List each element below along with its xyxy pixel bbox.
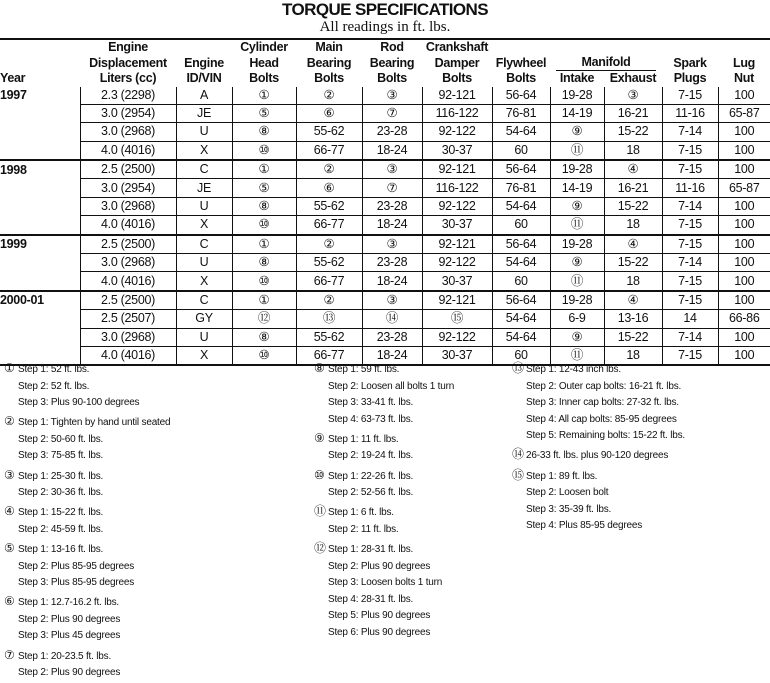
cell-flywheel: 54-64 [492,254,550,272]
cell-crankshaft-damper: ⑮ [422,310,492,328]
cell-engine-id: C [176,160,232,179]
notes-column-1 [4,360,170,683]
header-engine-id: Engine ID/VIN [184,55,224,85]
cell-cylinder-head: ① [232,291,296,310]
note-step: Step 2: 45-59 ft. lbs. [18,523,104,535]
cell-intake-manifold: ⑨ [550,254,604,272]
note-marker: ⑪ [314,504,326,519]
note-step: Step 1: 6 ft. lbs. [328,507,394,519]
notes-column-2 [314,360,454,643]
note-step: Step 1: 11 ft. lbs. [328,433,399,445]
cell-lug-nut: 100 [718,141,770,160]
table-header [0,40,770,87]
cell-spark-plugs: 7-15 [662,272,718,291]
cell-rod-bearing: 23-28 [362,254,422,272]
note-step: Step 1: 28-31 ft. lbs. [328,543,414,555]
note-step: Step 1: 20-23.5 ft. lbs. [18,650,112,662]
note-group [314,360,454,428]
cell-rod-bearing: ③ [362,87,422,105]
cell-flywheel: 60 [492,346,550,365]
cell-engine-id: JE [176,104,232,122]
cell-cylinder-head: ① [232,160,296,179]
cell-crankshaft-damper: 92-122 [422,197,492,215]
note-marker: ⑤ [4,540,15,555]
cell-main-bearing: 55-62 [296,197,362,215]
header-displacement: Engine Displacement Liters (cc) [89,40,167,85]
notes-column-3 [512,360,685,536]
table-body [0,87,770,366]
table-row [0,310,770,328]
cell-flywheel: 60 [492,272,550,291]
cell-main-bearing: ② [296,87,362,105]
cell-flywheel: 56-64 [492,87,550,105]
note-step: Step 1: 13-16 ft. lbs. [18,543,104,555]
note-group [4,540,170,592]
cell-main-bearing: ⑥ [296,179,362,197]
cell-year: 1997 [0,87,27,102]
cell-rod-bearing: 23-28 [362,123,422,141]
cell-flywheel: 76-81 [492,104,550,122]
cell-displacement: 3.0 (2954) [80,104,176,122]
cell-year [0,272,80,291]
note-step: Step 2: Plus 90 degrees [18,667,121,679]
cell-intake-manifold: ⑪ [550,216,604,235]
note-step: Step 2: Outer cap bolts: 16-21 ft. lbs. [526,380,682,392]
cell-exhaust-manifold: 16-21 [604,104,662,122]
cell-crankshaft-damper: 92-122 [422,328,492,346]
cell-main-bearing: 66-77 [296,346,362,365]
cell-spark-plugs: 7-15 [662,216,718,235]
cell-spark-plugs: 11-16 [662,104,718,122]
header-lug-nut: Lug Nut [732,55,755,85]
note-marker: ② [4,414,15,429]
cell-main-bearing: 55-62 [296,328,362,346]
table-row [0,104,770,122]
cell-year: 1998 [0,160,80,179]
cell-year [0,328,80,346]
cell-rod-bearing: 23-28 [362,197,422,215]
cell-flywheel: 54-64 [492,123,550,141]
cell-year [0,179,80,197]
cell-exhaust-manifold: 16-21 [604,179,662,197]
cell-cylinder-head: ⑫ [232,310,296,328]
table-row [0,197,770,215]
cell-intake-manifold: ⑪ [550,272,604,291]
cell-year [0,104,80,122]
cell-engine-id: C [176,291,232,310]
cell-rod-bearing: ③ [362,160,422,179]
cell-displacement: 4.0 (4016) [80,272,176,291]
cell-lug-nut: 100 [718,197,770,215]
cell-main-bearing: ② [296,160,362,179]
cell-cylinder-head: ⑧ [232,197,296,215]
note-step: Step 6: Plus 90 degrees [328,626,431,638]
cell-flywheel: 56-64 [492,291,550,310]
note-step: Step 4: All cap bolts: 85-95 degrees [526,413,677,425]
note-step: Step 1: 22-26 ft. lbs. [328,470,414,482]
note-group [4,360,170,412]
note-group [314,503,454,538]
header-main-bearing: Main Bearing Bolts [306,40,352,85]
cell-displacement: 4.0 (4016) [80,141,176,160]
cell-engine-id: X [176,216,232,235]
cell-intake-manifold: ⑪ [550,141,604,160]
cell-crankshaft-damper: 30-37 [422,272,492,291]
cell-crankshaft-damper: 116-122 [422,179,492,197]
note-step: Step 1: 52 ft. lbs. [18,364,90,375]
cell-intake-manifold: 19-28 [550,235,604,254]
cell-crankshaft-damper: 92-122 [422,254,492,272]
table-row [0,160,770,179]
cell-spark-plugs: 7-15 [662,291,718,310]
cell-rod-bearing: ⑦ [362,179,422,197]
cell-intake-manifold: 14-19 [550,104,604,122]
note-marker: ⑮ [512,467,524,482]
note-step: Step 2: Loosen bolt [526,487,609,499]
table-row [0,123,770,141]
cell-engine-id: U [176,197,232,215]
cell-main-bearing: 66-77 [296,272,362,291]
table-row [0,179,770,197]
cell-exhaust-manifold: 18 [604,272,662,291]
table-row [0,87,770,105]
cell-year [0,310,80,328]
note-marker: ⑬ [512,361,524,375]
cell-flywheel: 56-64 [492,160,550,179]
table-row [0,141,770,160]
note-marker: ③ [4,467,15,482]
cell-intake-manifold: 14-19 [550,179,604,197]
cell-exhaust-manifold: ④ [604,160,662,179]
cell-exhaust-manifold: 13-16 [604,310,662,328]
cell-lug-nut: 100 [718,160,770,179]
header-rod-bearing: Rod Bearing Bolts [369,40,415,85]
cell-engine-id: U [176,254,232,272]
note-marker: ⑦ [4,647,15,662]
note-step: Step 1: 25-30 ft. lbs. [18,470,104,482]
cell-rod-bearing: 18-24 [362,216,422,235]
cell-exhaust-manifold: ④ [604,235,662,254]
cell-engine-id: X [176,346,232,365]
note-marker: ⑩ [314,467,325,482]
cell-intake-manifold: 19-28 [550,87,604,105]
cell-crankshaft-damper: 116-122 [422,104,492,122]
note-step: Step 5: Plus 90 degrees [328,610,431,622]
cell-displacement: 2.5 (2500) [80,291,176,310]
cell-cylinder-head: ⑧ [232,123,296,141]
cell-main-bearing: ② [296,235,362,254]
cell-intake-manifold: 19-28 [550,291,604,310]
note-step: Step 2: Plus 85-95 degrees [18,560,134,572]
cell-displacement: 2.5 (2500) [80,160,176,179]
cell-displacement: 2.5 (2500) [80,235,176,254]
note-step: Step 4: 63-73 ft. lbs. [328,413,414,425]
table-row [0,216,770,235]
note-marker: ⑥ [4,594,15,609]
cell-spark-plugs: 7-15 [662,141,718,160]
cell-cylinder-head: ⑩ [232,346,296,365]
cell-main-bearing: 66-77 [296,141,362,160]
cell-lug-nut: 65-87 [718,104,770,122]
cell-crankshaft-damper: 92-122 [422,123,492,141]
cell-spark-plugs: 14 [662,310,718,328]
header-intake: Intake [559,71,595,85]
cell-crankshaft-damper: 30-37 [422,141,492,160]
cell-displacement: 3.0 (2968) [80,254,176,272]
note-step: Step 3: 33-41 ft. lbs. [328,397,414,409]
cell-exhaust-manifold: 18 [604,346,662,365]
header-cylinder-head: Cylinder Head Bolts [240,40,288,85]
cell-displacement: 2.5 (2507) [80,310,176,328]
cell-intake-manifold: ⑨ [550,197,604,215]
cell-spark-plugs: 7-14 [662,123,718,141]
cell-intake-manifold: ⑪ [550,346,604,365]
cell-lug-nut: 100 [718,235,770,254]
note-step: Step 2: 50-60 ft. lbs. [18,433,104,445]
note-step: Step 4: Plus 85-95 degrees [526,520,642,532]
cell-displacement: 3.0 (2968) [80,328,176,346]
cell-spark-plugs: 7-15 [662,87,718,105]
note-step: Step 3: 35-39 ft. lbs. [526,503,612,515]
note-step: Step 3: Plus 45 degrees [18,630,121,642]
cell-displacement: 4.0 (4016) [80,346,176,365]
note-marker: ① [4,361,15,375]
note-marker: ⑭ [512,447,524,462]
cell-cylinder-head: ⑤ [232,179,296,197]
cell-year [0,254,80,272]
cell-exhaust-manifold: 18 [604,216,662,235]
note-step: Step 1: 12-43 inch lbs. [526,364,621,375]
cell-displacement: 3.0 (2954) [80,179,176,197]
table-row [0,272,770,291]
cell-cylinder-head: ⑩ [232,216,296,235]
note-step: Step 2: 19-24 ft. lbs. [328,450,414,462]
cell-engine-id: U [176,328,232,346]
cell-intake-manifold: ⑨ [550,123,604,141]
note-group [314,467,454,502]
note-group [314,540,454,642]
cell-rod-bearing: 18-24 [362,141,422,160]
note-step: Step 2: 52 ft. lbs. [18,380,90,392]
cell-exhaust-manifold: 15-22 [604,254,662,272]
note-step: Step 2: Loosen all bolts 1 turn [328,380,455,392]
note-group [4,593,170,645]
cell-lug-nut: 100 [718,346,770,365]
cell-spark-plugs: 11-16 [662,179,718,197]
cell-cylinder-head: ⑩ [232,272,296,291]
note-step: Step 2: Plus 90 degrees [18,613,121,625]
cell-engine-id: GY [176,310,232,328]
cell-lug-nut: 100 [718,272,770,291]
cell-cylinder-head: ⑤ [232,104,296,122]
cell-spark-plugs: 7-14 [662,328,718,346]
note-group [512,360,685,445]
cell-year: 2000-01 [0,291,80,310]
cell-exhaust-manifold: 15-22 [604,197,662,215]
note-group [4,503,170,538]
cell-rod-bearing: 23-28 [362,328,422,346]
note-step: Step 2: 30-36 ft. lbs. [18,487,104,499]
cell-year [0,197,80,215]
cell-intake-manifold: ⑨ [550,328,604,346]
cell-spark-plugs: 7-15 [662,346,718,365]
note-marker: ⑧ [314,361,325,375]
note-marker: ⑫ [314,540,326,555]
cell-cylinder-head: ① [232,87,296,105]
cell-main-bearing: ② [296,291,362,310]
cell-crankshaft-damper: 30-37 [422,216,492,235]
cell-engine-id: A [176,87,232,105]
cell-lug-nut: 100 [718,291,770,310]
note-group [314,430,454,465]
note-group [512,446,685,465]
cell-year [0,123,80,141]
note-step: Step 3: Plus 90-100 degrees [18,397,140,409]
cell-displacement: 4.0 (4016) [80,216,176,235]
cell-flywheel: 56-64 [492,235,550,254]
cell-lug-nut: 65-87 [718,179,770,197]
note-group [4,413,170,465]
table-row [0,235,770,254]
table-row [0,254,770,272]
note-marker: ⑨ [314,430,325,445]
cell-spark-plugs: 7-14 [662,197,718,215]
cell-spark-plugs: 7-15 [662,235,718,254]
cell-flywheel: 54-64 [492,197,550,215]
note-step: Step 1: 15-22 ft. lbs. [18,507,104,519]
cell-engine-id: X [176,272,232,291]
cell-lug-nut: 100 [718,123,770,141]
cell-spark-plugs: 7-15 [662,160,718,179]
cell-exhaust-manifold: 18 [604,141,662,160]
cell-rod-bearing: 18-24 [362,346,422,365]
note-step: Step 2: 52-56 ft. lbs. [328,487,414,499]
cell-exhaust-manifold: ④ [604,291,662,310]
cell-main-bearing: ⑬ [296,310,362,328]
header-crankshaft: Crankshaft Damper Bolts [425,40,489,85]
cell-year: 1999 [0,235,80,254]
cell-main-bearing: 66-77 [296,216,362,235]
cell-cylinder-head: ⑧ [232,254,296,272]
note-step: 26-33 ft. lbs. plus 90-120 degrees [526,450,669,462]
cell-main-bearing: 55-62 [296,254,362,272]
note-step: Step 5: Remaining bolts: 15-22 ft. lbs. [526,430,685,442]
cell-rod-bearing: ⑭ [362,310,422,328]
cell-cylinder-head: ⑩ [232,141,296,160]
cell-crankshaft-damper: 92-121 [422,235,492,254]
note-group [4,467,170,502]
cell-crankshaft-damper: 30-37 [422,346,492,365]
note-step: Step 2: 11 ft. lbs. [328,523,399,535]
cell-lug-nut: 100 [718,87,770,105]
cell-intake-manifold: 6-9 [550,310,604,328]
cell-displacement: 2.3 (2298) [80,87,176,105]
cell-main-bearing: ⑥ [296,104,362,122]
note-step: Step 3: Plus 85-95 degrees [18,577,134,589]
cell-engine-id: X [176,141,232,160]
note-marker: ④ [4,504,15,519]
cell-rod-bearing: ⑦ [362,104,422,122]
cell-engine-id: JE [176,179,232,197]
header-manifold: Manifold [550,40,662,71]
note-step: Step 1: 89 ft. lbs. [526,470,598,482]
note-step: Step 2: Plus 90 degrees [328,560,431,572]
header-spark-plugs: Spark Plugs [673,55,707,85]
cell-flywheel: 54-64 [492,310,550,328]
cell-lug-nut: 100 [718,328,770,346]
cell-exhaust-manifold: 15-22 [604,123,662,141]
cell-lug-nut: 100 [718,254,770,272]
note-group [4,647,170,682]
cell-year [0,216,80,235]
cell-rod-bearing: 18-24 [362,272,422,291]
note-step: Step 4: 28-31 ft. lbs. [328,593,414,605]
note-step: Step 1: 12.7-16.2 ft. lbs. [18,597,119,609]
table-row [0,328,770,346]
note-step: Step 1: 59 ft. lbs. [328,364,400,375]
table-row [0,291,770,310]
note-step: Step 1: Tighten by hand until seated [18,417,171,429]
cell-exhaust-manifold: 15-22 [604,328,662,346]
cell-intake-manifold: 19-28 [550,160,604,179]
cell-engine-id: C [176,235,232,254]
page-subtitle: All readings in ft. lbs. [319,19,451,35]
cell-crankshaft-damper: 92-121 [422,160,492,179]
note-step: Step 3: 75-85 ft. lbs. [18,450,104,462]
torque-table [0,40,770,366]
note-step: Step 3: Loosen bolts 1 turn [328,577,443,589]
note-group [512,467,685,535]
cell-crankshaft-damper: 92-121 [422,87,492,105]
cell-engine-id: U [176,123,232,141]
cell-spark-plugs: 7-14 [662,254,718,272]
cell-main-bearing: 55-62 [296,123,362,141]
cell-flywheel: 76-81 [492,179,550,197]
header-flywheel: Flywheel Bolts [495,55,547,85]
cell-displacement: 3.0 (2968) [80,197,176,215]
cell-rod-bearing: ③ [362,291,422,310]
cell-lug-nut: 100 [718,216,770,235]
cell-flywheel: 60 [492,216,550,235]
header-year: Year [0,71,26,85]
page-title: TORQUE SPECIFICATIONS [282,0,488,19]
cell-cylinder-head: ⑧ [232,328,296,346]
cell-rod-bearing: ③ [362,235,422,254]
cell-lug-nut: 66-86 [718,310,770,328]
cell-flywheel: 60 [492,141,550,160]
cell-flywheel: 54-64 [492,328,550,346]
note-step: Step 3: Inner cap bolts: 27-32 ft. lbs. [526,397,679,409]
cell-exhaust-manifold: ③ [604,87,662,105]
cell-year [0,141,80,160]
cell-cylinder-head: ① [232,235,296,254]
cell-displacement: 3.0 (2968) [80,123,176,141]
header-exhaust: Exhaust [609,71,657,85]
cell-crankshaft-damper: 92-121 [422,291,492,310]
